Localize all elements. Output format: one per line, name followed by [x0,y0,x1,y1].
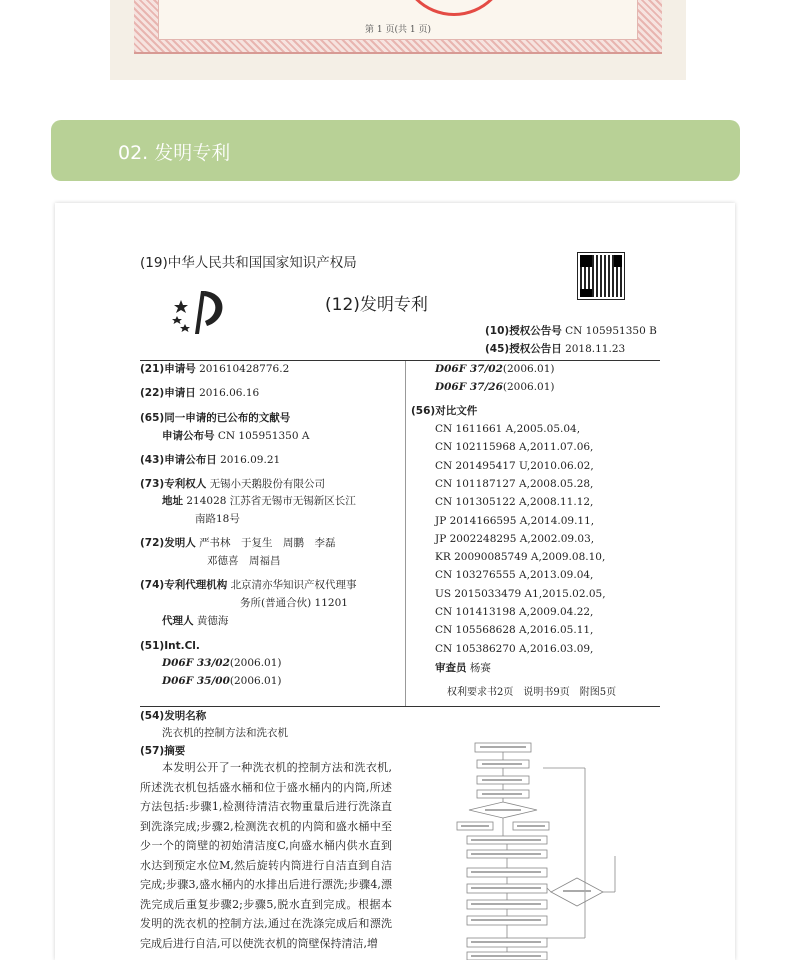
intcl-code: D06F 37/26 [435,381,503,393]
intcl-year: (2006.01) [229,675,282,687]
examiner-row [435,661,491,675]
reference-item: CN 101305122 A,2008.11.12, [435,496,594,509]
prior-publication-text: (65)同一申请的已公布的文献号 [140,412,291,424]
agency-title: (19)中华人民共和国国家知识产权局 [140,255,357,271]
publication-date: 2016.09.21 [220,454,281,466]
intcl-code: D06F 35/00 [162,675,230,687]
inventors-row [140,536,336,550]
application-number-label: (21)申请号 [140,363,196,375]
application-number-row [140,362,289,376]
grant-date-label: (45)授权公告日 [485,343,562,355]
reference-item: CN 105386270 A,2016.03.09, [435,642,594,655]
patent-holder-row [140,477,325,491]
patent-holder-label: (73)专利权人 [140,478,207,490]
patent-holder: 无锡小天鹅股份有限公司 [209,478,326,490]
reference-item: CN 1611661 A,2005.05.04, [435,423,581,435]
intcl-year: (2006.01) [502,381,555,393]
section-title: 02. 发明专利 [118,142,231,164]
intcl-code: D06F 37/02 [435,363,503,375]
publication-number: CN 105951350 A [217,430,310,442]
agent-name: 黄德海 [196,615,229,627]
agency-line-2: 务所(普通合伙) 11201 [240,597,348,609]
intcl-label-row [140,639,200,653]
address-line-2: 南路18号 [195,513,240,525]
column-divider [405,361,406,706]
intcl-item [435,362,555,376]
inventors-line-2: 邓德喜 周福昌 [207,555,281,567]
application-date: 2016.06.16 [199,387,260,399]
grant-number: CN 105951350 B [565,325,657,337]
section-banner [51,120,740,181]
title-label-row [140,709,206,723]
reference-item: JP 2002248295 A,2002.09.03, [435,532,595,545]
inventors-label: (72)发明人 [140,537,196,549]
page-count-info: 权利要求书2页 说明书9页 附图5页 [447,687,617,698]
invention-title: 洗衣机的控制方法和洗衣机 [162,727,288,739]
reference-item: CN 102115968 A,2011.07.06, [435,441,594,454]
address-line-1: 214028 江苏省无锡市无锡新区长江 [186,495,356,507]
middle-rule [140,706,660,707]
examiner-name: 杨赛 [469,662,491,674]
invention-title-label: (54)发明名称 [140,710,207,722]
patent-document [55,203,735,960]
application-number: 201610428776.2 [199,363,290,375]
application-date-row [140,386,259,400]
intcl-code: D06F 33/02 [162,657,230,669]
reference-item: KR 20090085749 A,2009.08.10, [435,551,606,564]
flowchart-figure [455,738,630,960]
inventors-line-1: 严书林 于复生 周鹏 李磊 [199,537,336,549]
document-type: (12)发明专利 [325,295,428,315]
abstract-text: 本发明公开了一种洗衣机的控制方法和洗衣机,所述洗衣机包括盛水桶和位于盛水桶内的内筒,所述方法包括:步骤1,检测待清洁衣物重量后进行洗涤直到洗涤完成;步骤2,检测洗衣机的内筒和盛水桶中至少一个的筒壁的初始清洁度C,向盛水桶内供水直到水达到预定水位M,然后旋转内筒进行自洁直到自洁完成;步骤3,盛水桶内的水排出后进行漂洗;步骤4,漂洗完成后重复步骤2;步骤5,脱水直到完成。根据本发明的洗衣机的控制方法,通过在洗涤完成后和漂洗完成后进行自洁,可以使洗衣机的筒壁保持清洁,增 [140,761,392,950]
intcl-year: (2006.01) [229,657,282,669]
publication-number-row [162,429,309,443]
header-rule [140,360,660,361]
publication-date-label: (43)申请公布日 [140,454,217,466]
prior-publication-label [140,411,290,425]
intcl-item [162,656,282,670]
references-label-row [411,404,477,418]
intcl-item [435,380,555,394]
references-label: (56)对比文件 [411,405,478,417]
intcl-label: (51)Int.Cl. [140,640,200,652]
qr-code-icon [578,253,624,299]
address-row [162,494,356,508]
examiner-label: 审查员 [435,662,467,674]
red-seal-icon [399,0,509,16]
publication-number-label: 申请公布号 [162,430,215,442]
grant-number-row [485,324,657,338]
certificate-body [158,0,638,40]
grant-date: 2018.11.23 [565,343,626,355]
intcl-year: (2006.01) [502,363,555,375]
application-date-label: (22)申请日 [140,387,196,399]
agent-label: 代理人 [162,615,194,627]
reference-item: CN 201495417 U,2010.06.02, [435,459,594,472]
agent-row [162,614,228,628]
agency-line-1: 北京清亦华知识产权代理事 [230,579,357,591]
reference-item: CN 103276555 A,2013.09.04, [435,569,594,582]
grant-number-label: (10)授权公告号 [485,325,562,337]
reference-item: CN 101187127 A,2008.05.28, [435,477,594,490]
address-label: 地址 [162,495,183,507]
reference-item: US 2015033479 A1,2015.02.05, [435,587,606,600]
abstract-label: (57)摘要 [140,745,186,757]
certificate-page-label: 第 1 页(共 1 页) [365,25,431,35]
reference-item: CN 105568628 A,2016.05.11, [435,624,594,637]
abstract-label-row [140,744,185,758]
agency-row [140,578,357,592]
certificate-image [110,0,686,80]
reference-item: JP 2014166595 A,2014.09.11, [435,514,595,527]
patent-office-logo-icon [171,286,231,338]
agency-label: (74)专利代理机构 [140,579,228,591]
publication-date-row [140,453,280,467]
intcl-item [162,674,282,688]
grant-date-row [485,342,625,356]
reference-item: CN 101413198 A,2009.04.22, [435,606,594,618]
